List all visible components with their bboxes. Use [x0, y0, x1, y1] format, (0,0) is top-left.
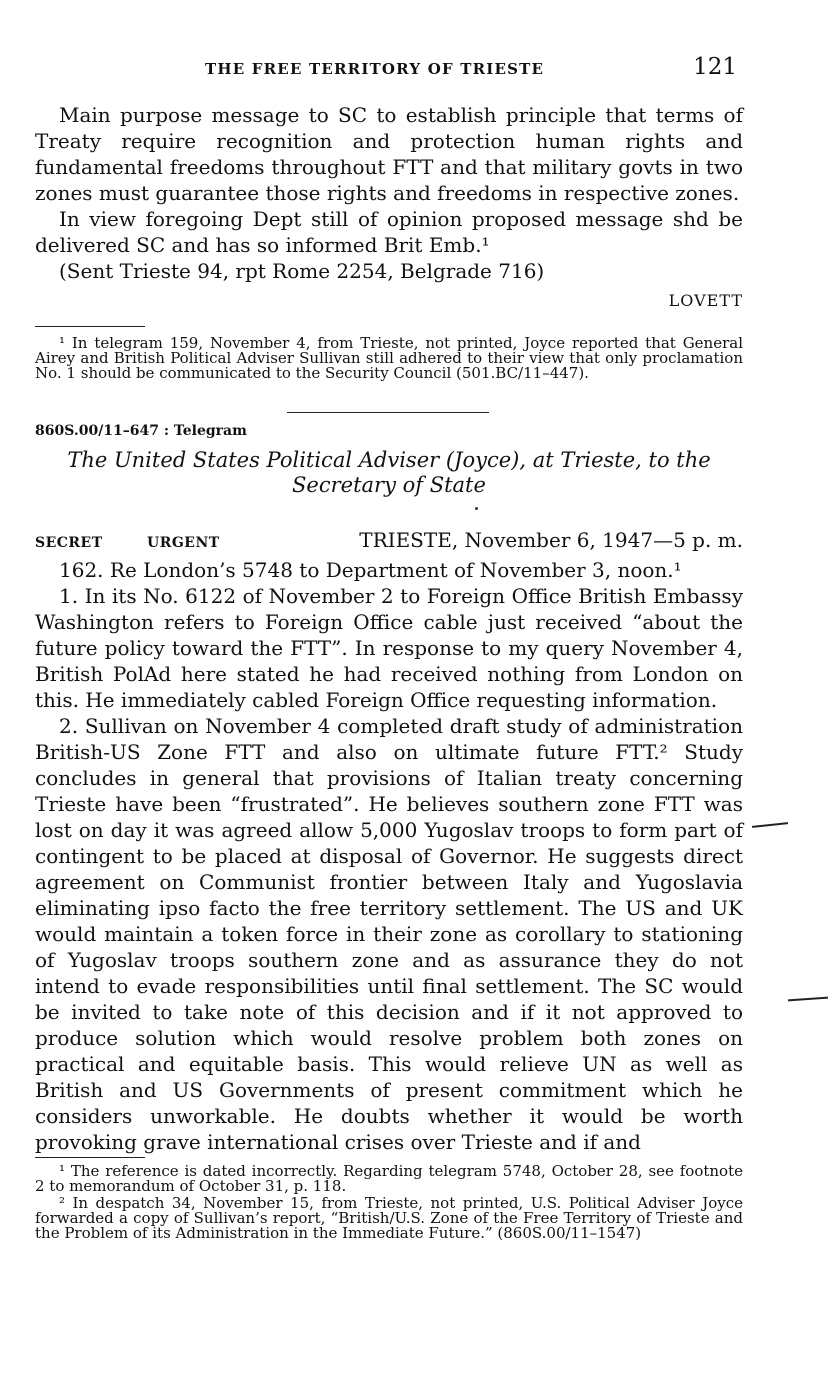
section-separator [287, 412, 489, 413]
file-reference: 860S.00/11–647 : Telegram [35, 423, 247, 439]
dateline [35, 528, 743, 554]
print-speck [475, 507, 478, 510]
telegram-body [35, 557, 743, 1155]
document-title [35, 448, 743, 498]
footnote: ² In despatch 34, November 15, from Trieste, not printed, U.S. Political Adviser Joyce forwarded a copy of Sullivan’s report, “British/U.S. Zone of the Free Territory of Trieste and the Problem of its Administration in the Immediate Future.” (860S.00/11–1547) [35, 1194, 743, 1242]
document-title-line: The United States Political Adviser (Joyce), at Trieste, to the [67, 448, 711, 472]
place-date: TRIESTE, November 6, 1947—5 p. m. [359, 528, 743, 552]
urgency-label: URGENT [147, 535, 220, 551]
paragraph: 162. Re London’s 5748 to Department of November 3, noon.¹ [59, 558, 682, 582]
running-title: THE FREE TERRITORY OF TRIESTE [205, 60, 545, 78]
footnote: ¹ The reference is dated incorrectly. Regarding telegram 5748, October 28, see footnote 2 to memorandum of October 31, p. 118. [35, 1162, 743, 1195]
running-head [35, 56, 743, 84]
footnote: ¹ In telegram 159, November 4, from Trieste, not printed, Joyce reported that General Airey and British Political Adviser Sullivan still adhered to their view that only proclamation No. 1 should be communicated to the Security Council (501.BC/11–447). [35, 334, 743, 382]
paragraph: 1. In its No. 6122 of November 2 to Foreign Office British Embassy Washington refers to Foreign Office cable just received “about the future policy toward the FTT”. In response to my query November 4, British PolAd here stated he had received nothing from London on this. He immediately cabled Foreign Office requesting information. [35, 584, 743, 712]
paragraph: (Sent Trieste 94, rpt Rome 2254, Belgrade 716) [59, 259, 545, 283]
telegram-continuation [35, 102, 743, 284]
document-page [35, 0, 743, 1380]
page-number: 121 [693, 54, 737, 80]
footnote-rule [35, 326, 145, 327]
footnote-rule [35, 1157, 145, 1158]
classification-label: SECRET [35, 535, 103, 551]
margin-mark [752, 822, 788, 828]
footnote-block [35, 1164, 743, 1243]
margin-mark [788, 997, 828, 1002]
document-title-line: Secretary of State [292, 473, 486, 497]
paragraph: In view foregoing Dept still of opinion proposed message shd be delivered SC and has so informed Brit Emb.¹ [35, 207, 743, 257]
paragraph: Main purpose message to SC to establish principle that terms of Treaty require recognition and protection human rights and fundamental freedoms throughout FTT and that military govts in two zones must guarantee those rights and freedoms in respective zones. [35, 103, 743, 205]
paragraph: 2. Sullivan on November 4 completed draft study of administration British-US Zone FTT and also on ultimate future FTT.² Study concludes in general that provisions of Italian treaty concerning Trieste have been “frustrated”. He believes southern zone FTT was lost on day it was agreed allow 5,000 Yugoslav troops to form part of contingent to be placed at disposal of Governor. He suggests direct agreement on Communist frontier between Italy and Yugoslavia eliminating ipso facto the free territory settlement. The US and UK would maintain a token force in their zone as corollary to stationing of Yugoslav troops southern zone and as assurance they do not intend to evade responsibilities until final settlement. The SC would be invited to take note of this decision and if it not approved to produce solution which would resolve problem both zones on practical and equitable basis. This would relieve UN as well as British and US Governments of present commitment which he considers unworkable. He doubts whether it would be worth provoking grave international crises over Trieste and if and [35, 714, 743, 1154]
signature: LOVETT [668, 291, 743, 310]
footnote-block [35, 336, 743, 381]
